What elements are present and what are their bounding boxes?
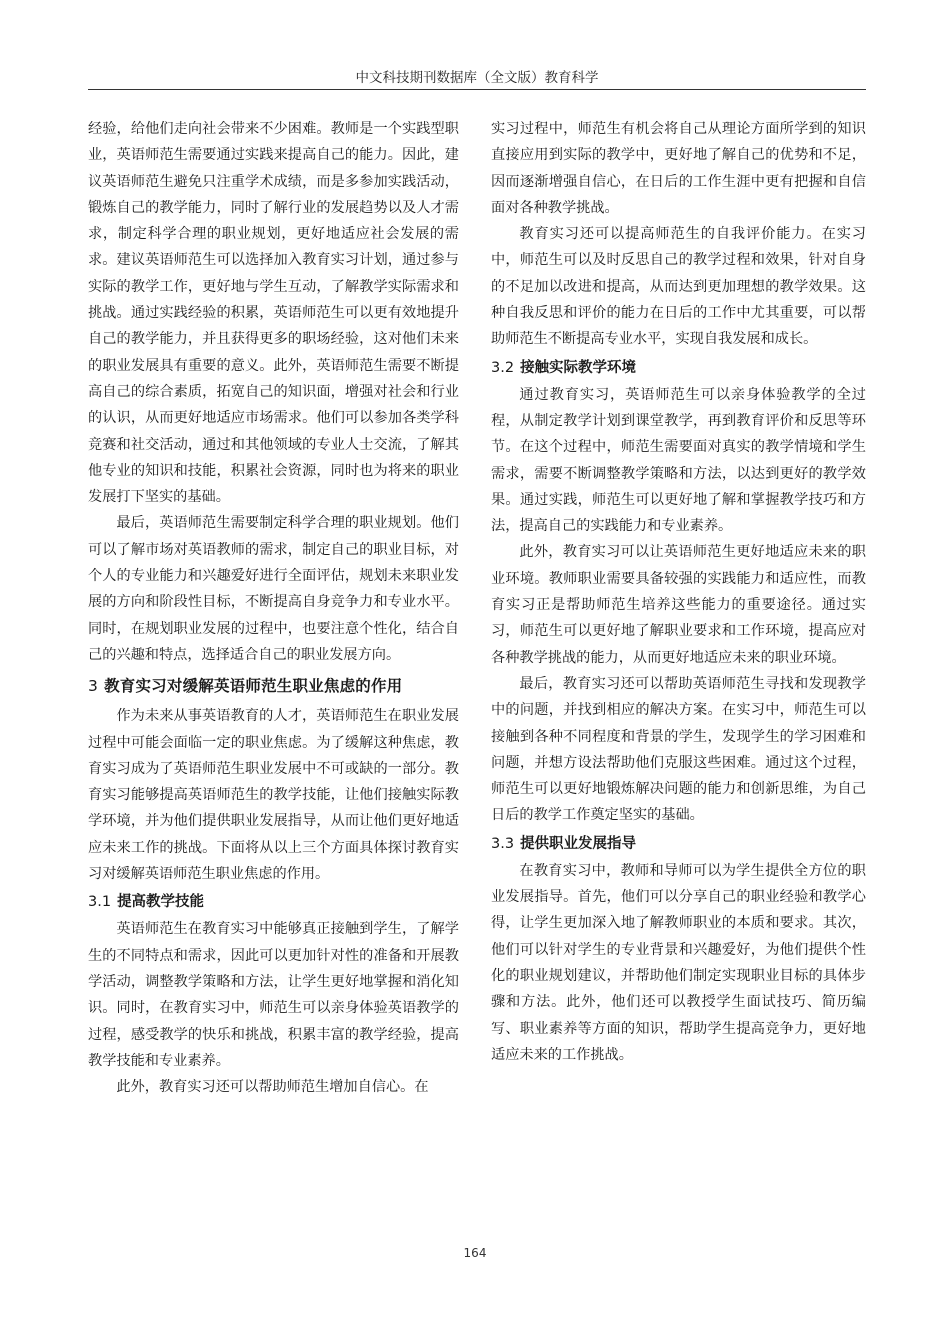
paragraph: 最后，英语师范生需要制定科学合理的职业规划。他们可以了解市场对英语教师的需求，制定自己的职业目标，对个人的专业能力和兴趣爱好进行全面评估，规划未来职业发展的方向和阶段性目标，不断提高自身竞争力和专业水平。同时，在规划职业发展的过程中，也要注意个性化，结合自己的兴趣和特点，选择适合自己的职业发展方向。	[88, 515, 459, 663]
paragraph: 通过教育实习，英语师范生可以亲身体验教学的全过程，从制定教学计划到课堂教学，再到教育评价和反思等环节。在这个过程中，师范生需要面对真实的教学情境和学生需求，需要不断调整教学策略和方法，以达到更好的教学效果。通过实践，师范生可以更好地了解和掌握教学技巧和方法，提高自己的实践能力和专业素养。	[491, 386, 866, 535]
subsection-heading-3-1	[88, 889, 459, 915]
subsection-title: 提高教学技能	[117, 894, 205, 911]
paragraph: 此外，教育实习可以让英语师范生更好地适应未来的职业环境。教师职业需要具备较强的实践能力和适应性，而教育实习正是帮助师范生培养这些能力的重要途径。通过实习，师范生可以更好地了解职业要求和工作环境，提高应对各种教学挑战的能力，从而更好地适应未来的职业环境。	[491, 544, 866, 666]
paragraph: 最后，教育实习还可以帮助英语师范生寻找和发现教学中的问题，并找到相应的解决方案。在实习中，师范生可以接触到各种不同程度和背景的学生，发现学生的学习困难和问题，并想方设法帮助他们克服这些困难。通过这个过程，师范生可以更好地锻炼解决问题的能力和创新思维，为自己日后的教学工作奠定坚实的基础。	[491, 675, 866, 824]
page-number: 164	[463, 1246, 487, 1260]
section-number: 3	[88, 677, 99, 696]
section-heading-3	[88, 672, 459, 700]
subsection-number: 3.2	[491, 359, 515, 376]
paragraph: 英语师范生在教育实习中能够真正接触到学生，了解学生的不同特点和需求，因此可以更加针对性的准备和开展教学活动，调整教学策略和方法，让学生更好地掌握和消化知识。同时，在教育实习中，师范生可以亲身体验英语教学的过程，感受教学的快乐和挑战，积累丰富的教学经验，提高教学技能和专业素养。	[88, 921, 459, 1069]
paragraph: 作为未来从事英语教育的人才，英语师范生在职业发展过程中可能会面临一定的职业焦虑。为了缓解这种焦虑，教育实习成为了英语师范生职业发展中不可或缺的一部分。教育实习能够提高英语师范生的教学技能，让他们接触实际教学环境，并为他们提供职业发展指导，从而让他们更好地适应未来工作的挑战。下面将从以上三个方面具体探讨教育实习对缓解英语师范生职业焦虑的作用。	[88, 708, 459, 883]
subsection-heading-3-2	[491, 355, 866, 381]
section-title: 教育实习对缓解英语师范生职业焦虑的作用	[104, 677, 403, 696]
paragraph: 在教育实习中，教师和导师可以为学生提供全方位的职业发展指导。首先，他们可以分享自己的职业经验和教学心得，让学生更加深入地了解教师职业的本质和要求。其次，他们可以针对学生的专业背景和兴趣爱好，为他们提供个性化的职业规划建议，并帮助他们制定实现职业目标的具体步骤和方法。此外，他们还可以教授学生面试技巧、简历编写、职业素养等方面的知识，帮助学生提高竞争力，更好地适应未来的工作挑战。	[491, 862, 866, 1063]
paragraph: 实习过程中，师范生有机会将自己从理论方面所学到的知识直接应用到实际的教学中，更好地了解自己的优势和不足，因而逐渐增强自信心，在日后的工作生涯中更有把握和自信面对各种教学挑战。	[491, 121, 866, 216]
paragraph: 教育实习还可以提高师范生的自我评价能力。在实习中，师范生可以及时反思自己的教学过程和效果，针对自身的不足加以改进和提高，从而达到更加理想的教学效果。这种自我反思和评价的能力在日后的工作中尤其重要，可以帮助师范生不断提高专业水平，实现自我发展和成长。	[491, 226, 866, 348]
subsection-title: 提供职业发展指导	[520, 835, 637, 852]
right-column	[491, 116, 866, 1068]
subsection-number: 3.3	[491, 835, 515, 852]
subsection-title: 接触实际教学环境	[520, 359, 637, 376]
journal-header: 中文科技期刊数据库（全文版）教育科学	[355, 70, 599, 86]
paragraph: 经验，给他们走向社会带来不少困难。教师是一个实践型职业，英语师范生需要通过实践来提高自己的能力。因此，建议英语师范生避免只注重学术成绩，而是多参加实践活动，锻炼自己的教学能力，同时了解行业的发展趋势以及人才需求，制定科学合理的职业规划，更好地适应社会发展的需求。建议英语师范生可以选择加入教育实习计划，通过参与实际的教学工作，更好地与学生互动，了解教学实际需求和挑战。通过实践经验的积累，英语师范生可以更有效地提升自己的教学能力，并且获得更多的职场经验，这对他们未来的职业发展具有重要的意义。此外，英语师范生需要不断提高自己的综合素质，拓宽自己的知识面，增强对社会和行业的认识，从而更好地适应市场需求。他们可以参加各类学科竞赛和社交活动，通过和其他领域的专业人士交流，了解其他专业的知识和技能，积累社会资源，同时也为将来的职业发展打下坚实的基础。	[88, 121, 459, 506]
left-column	[88, 116, 459, 1100]
subsection-number: 3.1	[88, 894, 112, 911]
paragraph: 此外，教育实习还可以帮助师范生增加自信心。在	[116, 1079, 429, 1096]
subsection-heading-3-3	[491, 831, 866, 857]
header-divider	[88, 89, 866, 90]
